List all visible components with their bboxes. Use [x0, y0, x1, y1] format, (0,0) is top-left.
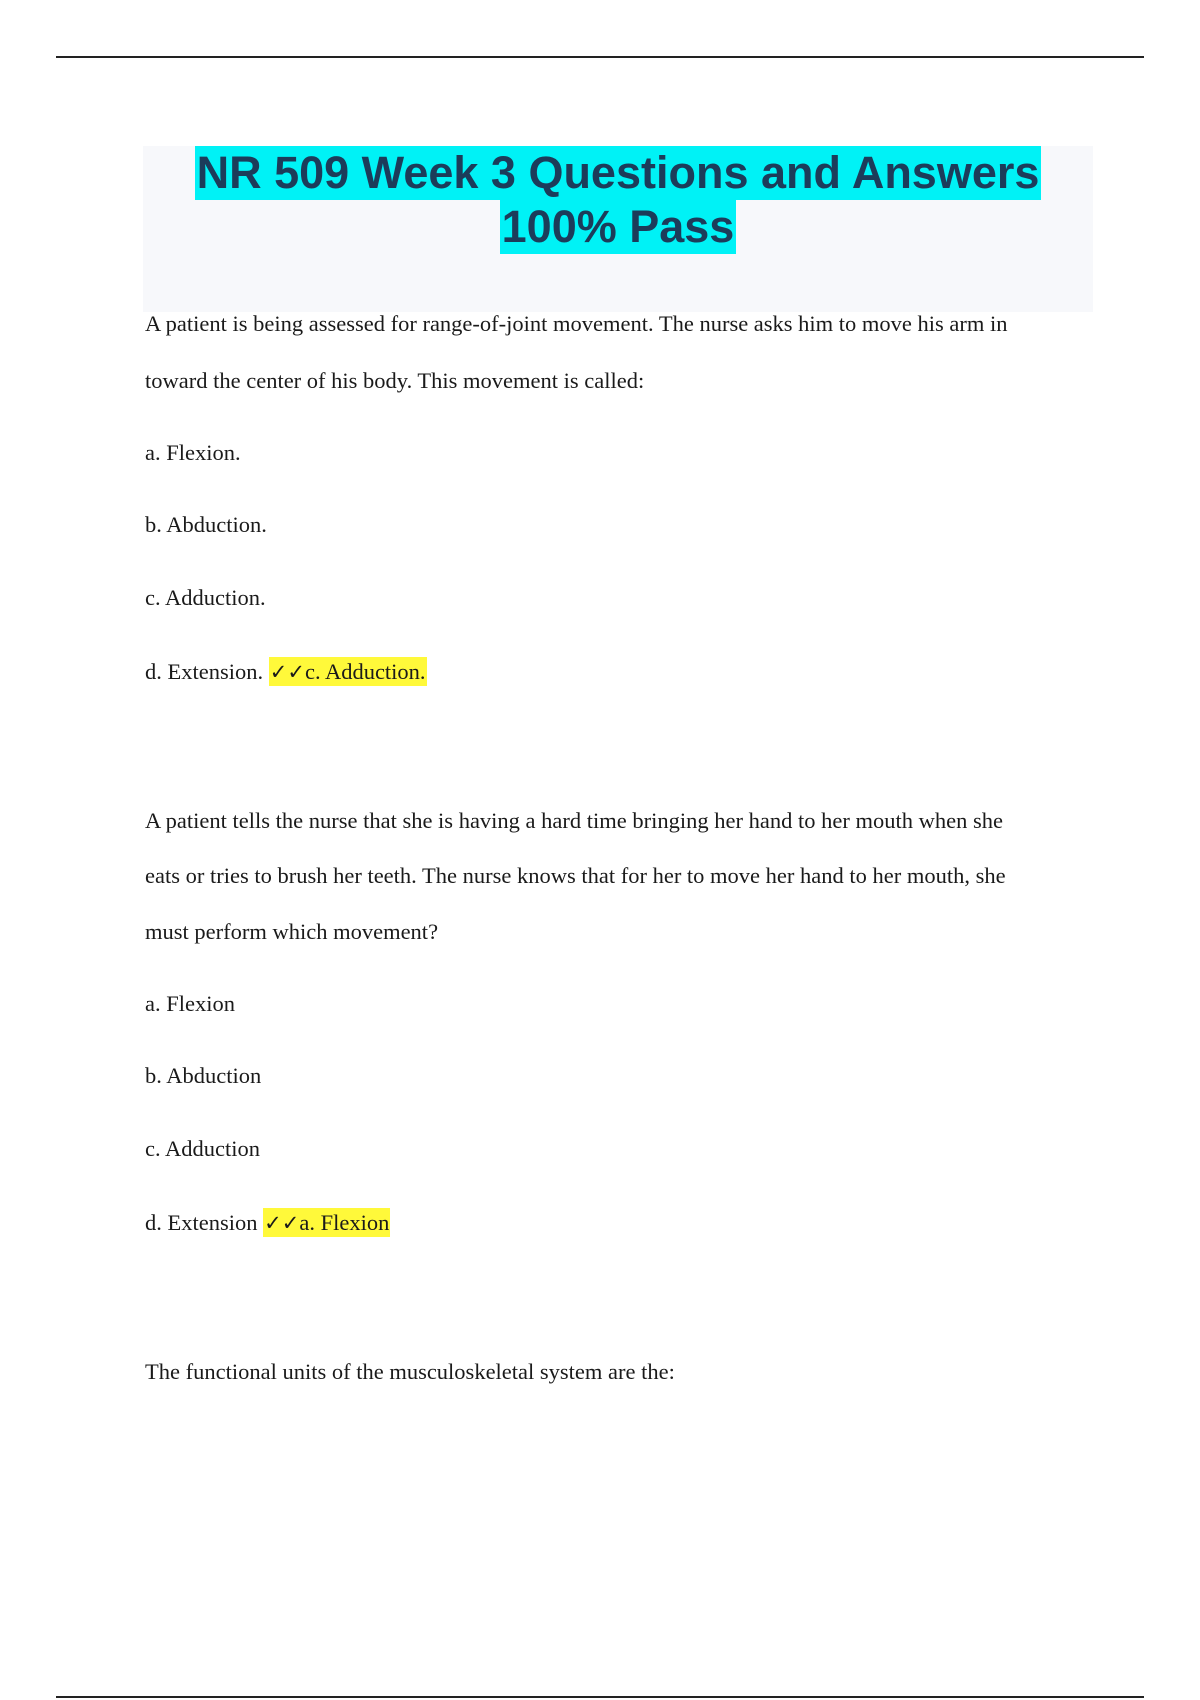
page-top-rule	[56, 56, 1144, 58]
question-2-answer-highlight	[263, 1208, 390, 1237]
question-1-option-d: d. Extension.	[145, 659, 264, 684]
title-block	[143, 146, 1093, 312]
question-1-option-b: b. Abduction.	[145, 512, 267, 537]
question-2-option-d: d. Extension	[145, 1210, 258, 1235]
document-title-line-1: NR 509 Week 3 Questions and Answers	[196, 147, 1040, 198]
question-1-option-d-row	[145, 659, 427, 685]
question-2-stem-line-3: must perform which movement?	[145, 919, 439, 944]
question-1-option-c: c. Adduction.	[145, 585, 266, 610]
page-bottom-rule	[56, 1696, 1144, 1698]
double-check-icon: ✓✓	[269, 660, 305, 684]
question-1-answer-highlight	[269, 657, 427, 686]
question-3-stem-line-1: The functional units of the musculoskeletal system are the:	[145, 1359, 675, 1384]
question-1-option-a: a. Flexion.	[145, 440, 241, 465]
question-2-option-d-row	[145, 1210, 390, 1236]
double-check-icon: ✓✓	[264, 1211, 300, 1235]
question-1-stem-line-2: toward the center of his body. This movement is called:	[145, 368, 645, 393]
question-2-stem-line-1: A patient tells the nurse that she is having a hard time bringing her hand to her mouth when she	[145, 808, 1003, 833]
document-title-line-2: 100% Pass	[501, 201, 735, 252]
question-2-option-a: a. Flexion	[145, 991, 235, 1016]
question-2-option-b: b. Abduction	[145, 1063, 262, 1088]
question-2-answer: a. Flexion	[299, 1210, 390, 1235]
question-2-option-c: c. Adduction	[145, 1136, 260, 1161]
question-1-stem-line-1: A patient is being assessed for range-of-joint movement. The nurse asks him to move his arm in	[145, 311, 1008, 336]
question-2-stem-line-2: eats or tries to brush her teeth. The nurse knows that for her to move her hand to her mouth, she	[145, 863, 1006, 888]
question-1-answer: c. Adduction.	[304, 659, 426, 684]
